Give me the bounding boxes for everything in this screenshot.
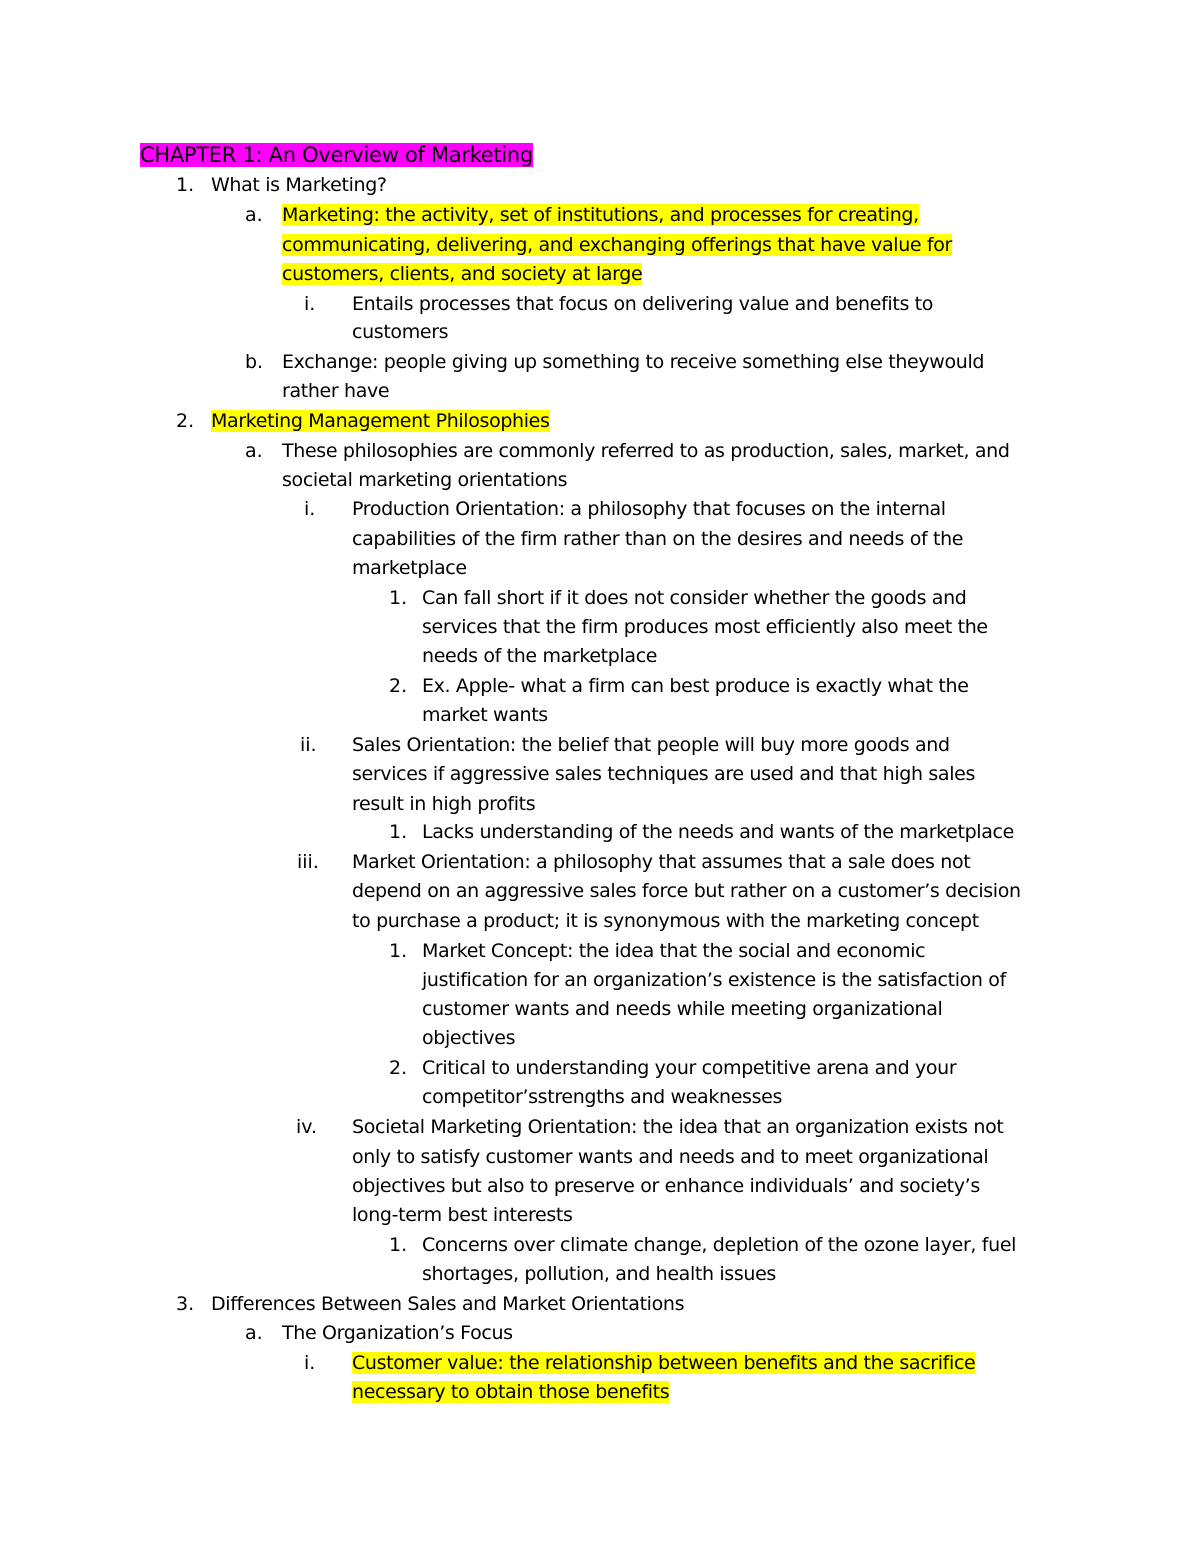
outline-item: Entails processes that focus on delivering value and benefits to bbox=[352, 293, 934, 315]
highlighted-text: Marketing: the activity, set of institutions, and processes for creating, bbox=[282, 204, 919, 226]
outline-item: rather have bbox=[282, 380, 390, 402]
outline-item: needs of the marketplace bbox=[422, 645, 658, 667]
list-marker: i. bbox=[304, 498, 316, 520]
list-marker: 1. bbox=[389, 821, 408, 843]
outline-item: shortages, pollution, and health issues bbox=[422, 1263, 776, 1285]
outline-item: Ex. Apple- what a firm can best produce is exactly what the bbox=[422, 675, 969, 697]
list-marker: a. bbox=[245, 1322, 263, 1344]
outline-item: Critical to understanding your competitive arena and your bbox=[422, 1057, 957, 1079]
outline-item: What is Marketing? bbox=[211, 174, 387, 196]
list-marker: i. bbox=[304, 1352, 316, 1374]
outline-item bbox=[282, 231, 952, 260]
list-marker: 1. bbox=[389, 587, 408, 609]
outline-item: services if aggressive sales techniques are used and that high sales bbox=[352, 763, 976, 785]
outline-item: Production Orientation: a philosophy that focuses on the internal bbox=[352, 498, 946, 520]
outline-item: competitor’sstrengths and weaknesses bbox=[422, 1086, 783, 1108]
outline-item: market wants bbox=[422, 704, 548, 726]
outline-item: Market Orientation: a philosophy that assumes that a sale does not bbox=[352, 851, 971, 873]
outline-item: capabilities of the firm rather than on the desires and needs of the bbox=[352, 528, 964, 550]
highlighted-text: Customer value: the relationship between benefits and the sacrifice bbox=[352, 1352, 976, 1374]
list-marker: 2. bbox=[176, 410, 195, 432]
outline-item: marketplace bbox=[352, 557, 467, 579]
outline-item bbox=[352, 1378, 669, 1407]
outline-item: Market Concept: the idea that the social and economic bbox=[422, 940, 926, 962]
list-marker: ii. bbox=[300, 734, 317, 756]
list-marker: 2. bbox=[389, 675, 408, 697]
outline-item: long-term best interests bbox=[352, 1204, 573, 1226]
outline-item: Differences Between Sales and Market Orientations bbox=[211, 1293, 685, 1315]
outline-item: Can fall short if it does not consider whether the goods and bbox=[422, 587, 967, 609]
outline-item: services that the firm produces most efficiently also meet the bbox=[422, 616, 988, 638]
chapter-heading bbox=[140, 141, 533, 170]
outline-item: objectives but also to preserve or enhance individuals’ and society’s bbox=[352, 1175, 980, 1197]
outline-item bbox=[282, 201, 919, 230]
outline-item: justification for an organization’s existence is the satisfaction of bbox=[422, 969, 1006, 991]
outline-item: to purchase a product; it is synonymous with the marketing concept bbox=[352, 910, 979, 932]
outline-item: customer wants and needs while meeting organizational bbox=[422, 998, 943, 1020]
outline-item: customers bbox=[352, 321, 449, 343]
outline-item bbox=[282, 260, 642, 289]
list-marker: 2. bbox=[389, 1057, 408, 1079]
list-marker: 1. bbox=[389, 940, 408, 962]
outline-item: societal marketing orientations bbox=[282, 469, 568, 491]
outline-item: Sales Orientation: the belief that people will buy more goods and bbox=[352, 734, 950, 756]
outline-item: result in high profits bbox=[352, 793, 536, 815]
outline-item: objectives bbox=[422, 1027, 516, 1049]
chapter-heading-text: CHAPTER 1: An Overview of Marketing bbox=[140, 143, 533, 167]
highlighted-text: communicating, delivering, and exchanging offerings that have value for bbox=[282, 234, 952, 256]
list-marker: i. bbox=[304, 293, 316, 315]
highlighted-text: necessary to obtain those benefits bbox=[352, 1381, 670, 1403]
outline-item: These philosophies are commonly referred to as production, sales, market, and bbox=[282, 440, 1010, 462]
list-marker: 3. bbox=[176, 1293, 195, 1315]
list-marker: b. bbox=[245, 351, 264, 373]
outline-item: Concerns over climate change, depletion of the ozone layer, fuel bbox=[422, 1234, 1017, 1256]
list-marker: a. bbox=[245, 204, 263, 226]
list-marker: iii. bbox=[297, 851, 319, 873]
outline-item: Lacks understanding of the needs and wants of the marketplace bbox=[422, 821, 1014, 843]
outline-item: Societal Marketing Orientation: the idea that an organization exists not bbox=[352, 1116, 1004, 1138]
outline-item: Exchange: people giving up something to receive something else theywould bbox=[282, 351, 985, 373]
list-marker: 1. bbox=[176, 174, 195, 196]
outline-item bbox=[352, 1349, 975, 1378]
outline-item: The Organization’s Focus bbox=[282, 1322, 513, 1344]
outline-item bbox=[211, 407, 550, 436]
list-marker: iv. bbox=[296, 1116, 318, 1138]
outline-item: depend on an aggressive sales force but rather on a customer’s decision bbox=[352, 880, 1021, 902]
highlighted-text: customers, clients, and society at large bbox=[282, 263, 643, 285]
list-marker: 1. bbox=[389, 1234, 408, 1256]
outline-item: only to satisfy customer wants and needs and to meet organizational bbox=[352, 1146, 989, 1168]
highlighted-text: Marketing Management Philosophies bbox=[211, 410, 550, 432]
list-marker: a. bbox=[245, 440, 263, 462]
